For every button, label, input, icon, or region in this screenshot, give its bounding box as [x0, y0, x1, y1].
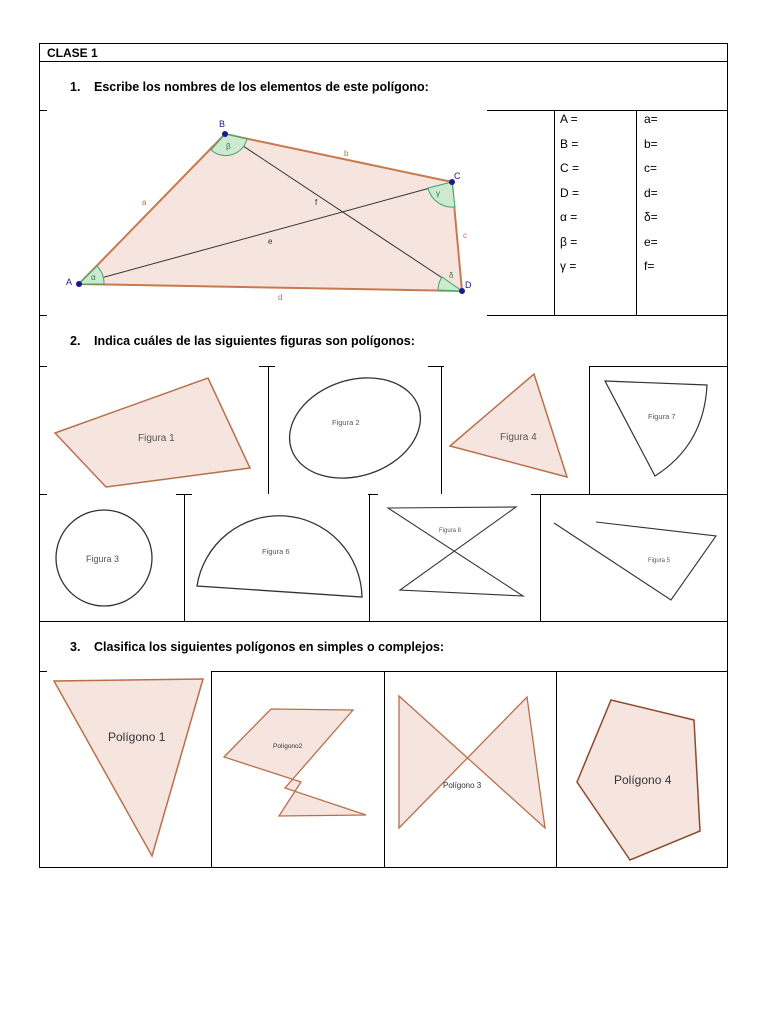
vertex-B-label: B	[219, 119, 226, 129]
poligono-3-shape	[399, 696, 545, 828]
angle-beta-label: β	[226, 142, 231, 151]
poligono-2-shape	[224, 709, 366, 816]
worksheet-title: CLASE 1	[47, 46, 98, 60]
side-d-label: d	[278, 293, 283, 302]
answer-B: B =	[560, 137, 579, 151]
answer-D: D =	[560, 186, 580, 200]
angle-delta-label: δ	[449, 271, 454, 280]
question-2-text: Indica cuáles de las siguientes figuras son polígonos:	[94, 334, 415, 348]
poligono-2-label: Polígono2	[273, 743, 303, 750]
figura-5-label: Figura 5	[648, 558, 671, 564]
angle-alpha-label: α	[91, 273, 96, 282]
poligono-1-shape	[54, 679, 203, 856]
answer-e: e=	[644, 235, 658, 249]
answer-alpha: α =	[560, 210, 578, 224]
diagonal-f-label: f	[315, 198, 318, 207]
figura-7-label: Figura 7	[648, 412, 676, 421]
poligono-1-label: Polígono 1	[108, 730, 166, 744]
figura-1-label: Figura 1	[138, 433, 175, 444]
question-1-number: 1.	[70, 80, 81, 94]
answer-b: b=	[644, 137, 658, 151]
question-3-number: 3.	[70, 640, 81, 654]
vertex-C-label: C	[454, 171, 461, 181]
diagonal-e-label: e	[268, 237, 273, 246]
answer-c: c=	[644, 161, 658, 175]
answer-C: C =	[560, 161, 580, 175]
side-c-label: c	[463, 231, 467, 240]
answer-delta: δ=	[644, 210, 658, 224]
answer-a: a=	[644, 112, 658, 126]
answer-f: f=	[644, 259, 655, 273]
figura-6-label: Figura 6	[262, 547, 290, 556]
figura-4-label: Figura 4	[500, 432, 537, 443]
poligono-4-label: Polígono 4	[614, 773, 672, 787]
angle-gamma-label: γ	[436, 189, 440, 198]
answer-beta: β =	[560, 235, 578, 249]
question-2-number: 2.	[70, 334, 81, 348]
side-b-label: b	[344, 149, 349, 158]
figura-8-label: Figura 8	[439, 528, 462, 534]
answer-gamma: γ =	[560, 259, 577, 273]
side-a-label: a	[142, 198, 147, 207]
question-1-text: Escribe los nombres de los elementos de este polígono:	[94, 80, 429, 94]
vertex-D-label: D	[465, 280, 472, 290]
figura-2-label: Figura 2	[332, 418, 360, 427]
answer-A: A =	[560, 112, 578, 126]
poligono-3-label: Polígono 3	[443, 781, 482, 790]
figura-3-label: Figura 3	[86, 554, 120, 564]
answer-d: d=	[644, 186, 658, 200]
question-3-text: Clasifica los siguientes polígonos en simples o complejos:	[94, 640, 445, 654]
vertex-A-label: A	[66, 277, 73, 287]
